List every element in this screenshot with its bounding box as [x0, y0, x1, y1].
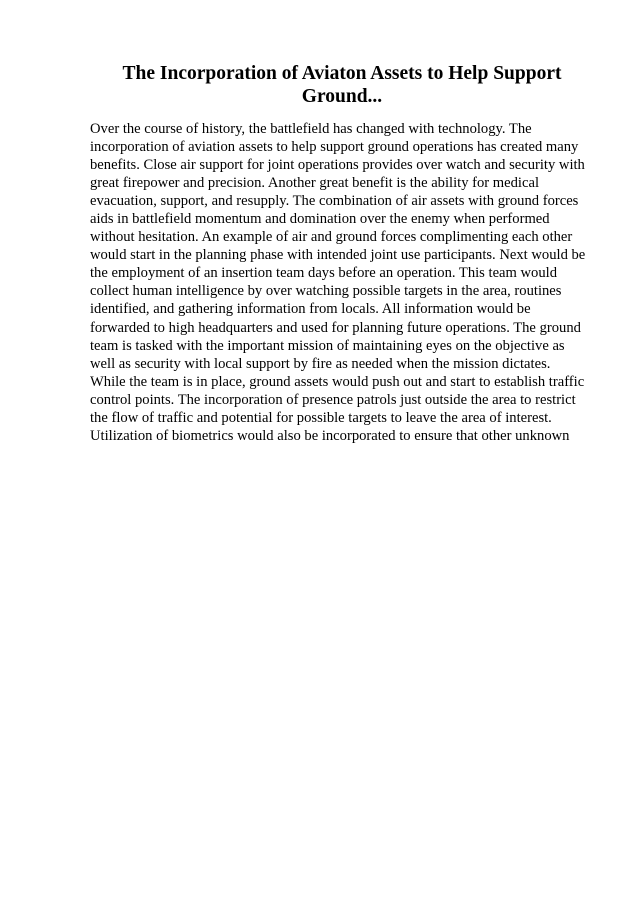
body-line: great firepower and precision. Another great benefit is the ability for medical: [90, 175, 539, 192]
body-line: would start in the planning phase with intended joint use participants. Next would be: [90, 247, 586, 264]
title-line-2: Ground...: [301, 86, 383, 107]
body-line: aids in battlefield momentum and domination over the enemy when performed: [90, 211, 550, 228]
body-line: without hesitation. An example of air and ground forces complimenting each other: [90, 229, 573, 246]
body-line: Utilization of biometrics would also be incorporated to ensure that other unknown: [90, 427, 570, 444]
body-line: control points. The incorporation of presence patrols just outside the area to restrict: [90, 391, 576, 408]
body-line: evacuation, support, and resupply. The combination of air assets with ground forces: [90, 193, 579, 210]
body-line: the flow of traffic and potential for possible targets to leave the area of interest.: [90, 409, 552, 426]
body-line: forwarded to high headquarters and used for planning future operations. The ground: [90, 319, 581, 336]
body-line: Over the course of history, the battlefield has changed with technology. The: [90, 121, 532, 137]
body-line: well as security with local support by fire as needed when the mission dictates.: [90, 355, 551, 372]
body-line: collect human intelligence by over watching possible targets in the area, routines: [90, 283, 562, 300]
body-line: benefits. Close air support for joint operations provides over watch and security with: [90, 157, 585, 174]
document-title: [90, 62, 594, 108]
body-line: incorporation of aviation assets to help support ground operations has created many: [90, 139, 579, 156]
body-line: While the team is in place, ground assets would push out and start to establish traffic: [90, 373, 585, 390]
body-line: team is tasked with the important mission of maintaining eyes on the objective as: [90, 337, 565, 354]
title-line-1: The Incorporation of Aviaton Assets to Help Support: [122, 63, 562, 84]
body-paragraph: [90, 120, 610, 445]
body-line: identified, and gathering information from locals. All information would be: [90, 301, 531, 318]
body-line: the employment of an insertion team days before an operation. This team would: [90, 265, 558, 282]
